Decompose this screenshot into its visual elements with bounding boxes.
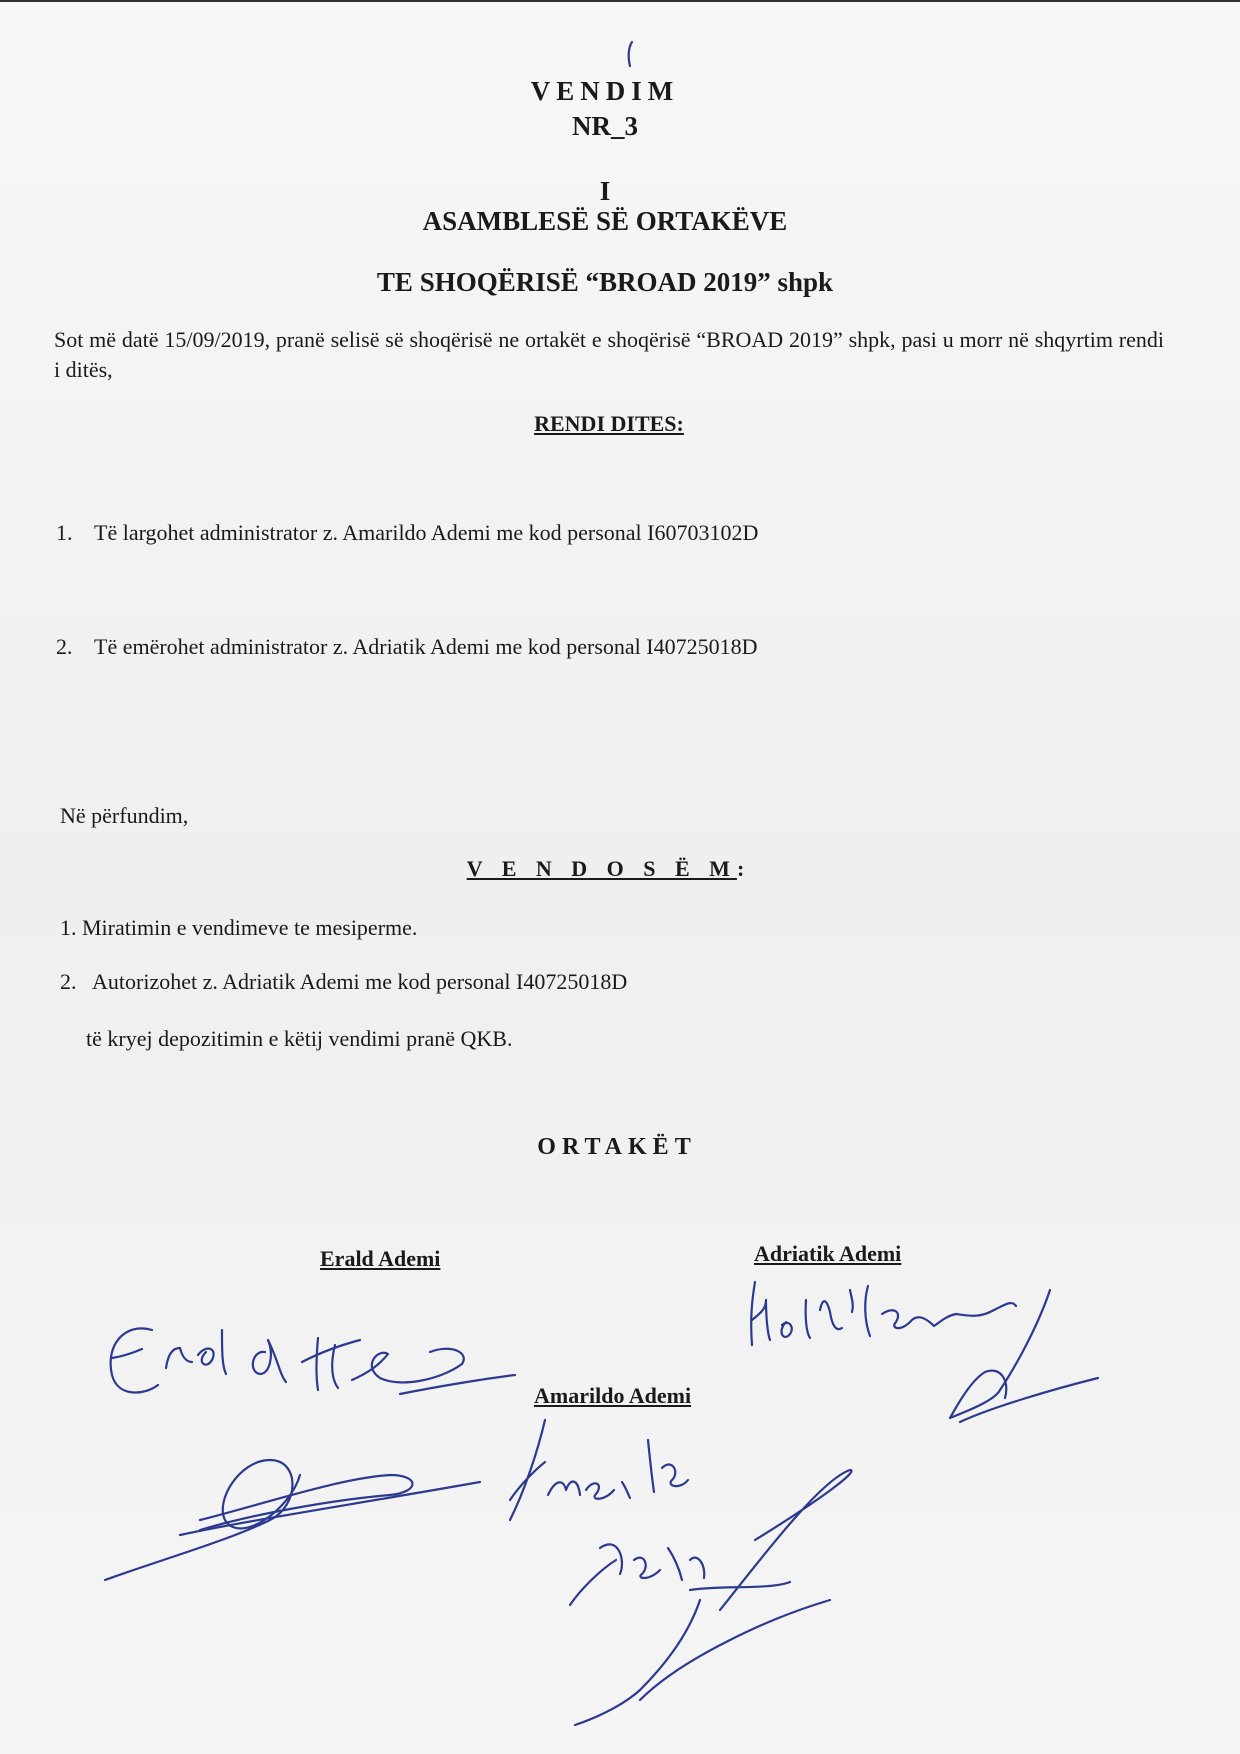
agenda-heading: RENDI DITES: <box>534 411 684 436</box>
intro-paragraph: Sot më datë 15/09/2019, pranë selisë së shoqërisë ne ortakët e shoqërisë “BROAD 2019” shpk, pasi u morr në shqyrtim rendi i ditës, <box>54 327 1164 382</box>
agenda-item <box>56 520 758 546</box>
decision-item-number: 2. <box>60 969 77 994</box>
agenda-item-text: Të largohet administrator z. Amarildo Ademi me kod personal I60703102D <box>94 520 759 545</box>
pen-mark <box>629 42 632 66</box>
top-edge-line <box>0 0 1240 2</box>
partner-name-erald: Erald Ademi <box>320 1246 441 1271</box>
decision-item-text: Autorizohet z. Adriatik Ademi me kod personal I40725018D <box>92 969 628 994</box>
decisions-heading <box>0 856 1218 882</box>
decision-item-2-continuation: të kryej depozitimin e këtij vendimi pranë QKB. <box>86 1026 513 1051</box>
agenda-item <box>56 634 758 660</box>
partner-name-amarildo: Amarildo Ademi <box>534 1383 692 1408</box>
signature-adriatik <box>751 1282 1098 1422</box>
agenda-item-number: 1. <box>56 520 73 545</box>
conclusion-text: Në përfundim, <box>60 803 189 828</box>
decision-item-1: 1. Miratimin e vendimeve te mesiperme. <box>60 915 418 940</box>
agenda-item-number: 2. <box>56 634 73 659</box>
agenda-item-text: Të emërohet administrator z. Adriatik Ademi me kod personal I40725018D <box>94 634 758 659</box>
doc-of: I <box>599 176 611 206</box>
doc-number: NR_3 <box>572 111 638 141</box>
doc-title: VENDIM <box>530 76 680 106</box>
decisions-heading-text: V E N D O S Ë M <box>466 856 737 881</box>
decision-item-2 <box>60 969 627 995</box>
partner-name-adriatik: Adriatik Ademi <box>754 1241 902 1266</box>
decisions-heading-colon: : <box>736 856 752 881</box>
partners-heading: ORTAKËT <box>537 1134 697 1160</box>
doc-company: TE SHOQËRISË “BROAD 2019” shpk <box>376 267 834 297</box>
signature-erald <box>111 1328 515 1394</box>
signature-amarildo <box>105 1420 852 1725</box>
doc-body: ASAMBLESË SË ORTAKËVE <box>422 206 788 236</box>
